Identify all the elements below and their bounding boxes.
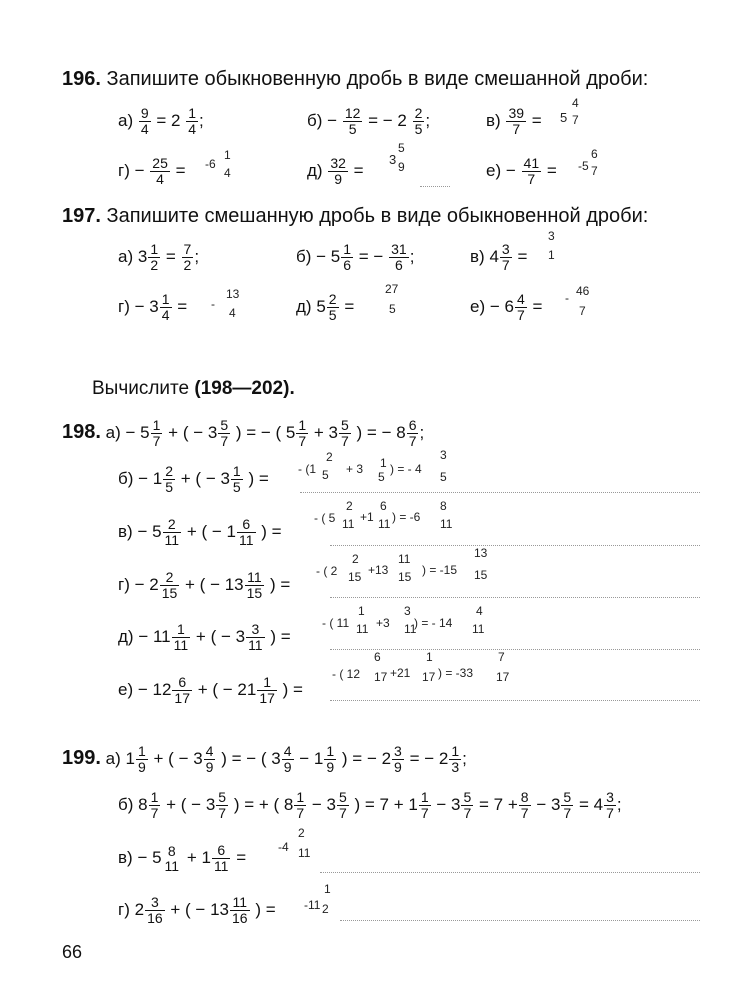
- item-label: б): [118, 468, 134, 488]
- handwritten-answer-whole: -6: [205, 157, 216, 171]
- problem-199v: в) − 5 8 11 + 1 $\frac{6}{11}$ =: [118, 842, 247, 874]
- handwritten-answer-whole: -4: [278, 840, 289, 854]
- handwritten-answer-whole: -11: [304, 898, 321, 912]
- exercise-197-heading: [62, 205, 648, 228]
- calc-instruction: [92, 378, 295, 400]
- equation-text: =: [546, 160, 557, 180]
- exercise-number: 196.: [62, 68, 101, 90]
- equation-text: =: [177, 296, 188, 316]
- handwritten-answer-whole: 5: [560, 110, 568, 125]
- item-label: г): [118, 574, 130, 594]
- whole-part: 4: [489, 246, 499, 266]
- item-label: а): [105, 748, 121, 768]
- equation-text: = 2: [156, 110, 181, 130]
- item-label: а): [118, 246, 134, 266]
- problem-199g: г) 2 $\frac{3}{16}$ + ( − 13 $\frac{11}{16}$ ) =: [118, 894, 276, 926]
- sign: −: [327, 110, 338, 130]
- whole-part: 3: [137, 246, 148, 266]
- problem-198a: 198. а) − 5 $\frac{1}{7}$ + ( − 3 $\frac{5}{7}$ ) = − ( 5 $\frac{1}{7}$ + 3 $\frac{5}{7}$ ) = − 8 $\frac{6}{7}$ ;: [62, 417, 425, 449]
- dotted-line: [330, 597, 700, 598]
- problem-198g: г) − 2 $\frac{2}{15}$ + ( − 13 $\frac{11}{15}$ ) =: [118, 569, 291, 601]
- sign: −: [505, 160, 516, 180]
- item-label: а): [105, 422, 121, 442]
- handwritten-answer-whole: 3: [389, 152, 397, 167]
- problem-198d: д) − 11 $\frac{1}{11}$ + ( − 3 $\frac{3}{11}$ ) =: [118, 621, 291, 653]
- equation-text: =: [531, 110, 542, 130]
- punctuation: ;: [194, 246, 200, 266]
- punctuation: ;: [199, 110, 204, 130]
- equation-text: =: [165, 246, 176, 266]
- handwritten-sign: -: [565, 291, 569, 305]
- item-label: в): [486, 110, 501, 130]
- item-label: в): [470, 246, 485, 266]
- fraction: $\frac{9}{4}$: [140, 105, 149, 137]
- dotted-line: [330, 649, 700, 650]
- instruction-text: Вычислите: [92, 378, 190, 399]
- item-label: д): [118, 626, 134, 646]
- item-label: е): [118, 679, 134, 699]
- item-label: б): [307, 110, 323, 130]
- whole-part: 5: [316, 296, 326, 316]
- equation-text: =: [353, 160, 364, 180]
- problem-196e: [486, 156, 557, 187]
- problem-196a: [118, 106, 204, 137]
- dotted-line: [320, 872, 700, 873]
- dotted-line: [330, 700, 700, 701]
- handwritten-answer-bottom: 7: [579, 304, 586, 318]
- fraction: $\frac{31}{6}$: [391, 241, 407, 273]
- problem-198b: б) − 1 $\frac{2}{5}$ + ( − 3 $\frac{1}{5}$ ) =: [118, 463, 269, 495]
- exercise-number: 198.: [62, 420, 101, 443]
- whole-part: − 6: [489, 296, 514, 316]
- handwritten-answer-top: 2: [298, 826, 305, 840]
- handwritten-answer-bottom: 5: [389, 302, 396, 316]
- problem-198v: в) − 5 $\frac{2}{11}$ + ( − 1 $\frac{6}{11}$ ) =: [118, 516, 282, 548]
- equation-text: = − 2: [368, 110, 407, 130]
- handwritten-solution-198g: - ( 2 2 15 +13 11 15 ) = -15 13 15: [316, 546, 488, 584]
- fraction: $\frac{1}{4}$: [161, 291, 170, 323]
- handwritten-answer-top: 6: [591, 147, 598, 161]
- handwritten-answer-top: 46: [576, 284, 590, 298]
- handwritten-answer-bottom: 2: [322, 902, 329, 916]
- exercise-196-heading: [62, 68, 648, 91]
- fraction: $\frac{2}{5}$: [414, 105, 423, 137]
- item-label: г): [118, 899, 130, 919]
- item-label: г): [118, 160, 130, 180]
- handwritten-answer-top: 1: [224, 148, 231, 162]
- exercise-number: 199.: [62, 746, 101, 769]
- item-label: е): [486, 160, 502, 180]
- fraction: $\frac{3}{7}$: [501, 241, 510, 273]
- fraction: $\frac{7}{2}$: [183, 241, 192, 273]
- handwritten-answer-top: 5: [398, 141, 405, 155]
- fraction: $\frac{1}{2}$: [150, 241, 159, 273]
- handwritten-solution-198b: - (1 2 5 + 3 1 5 ) = - 4 3 5: [298, 448, 447, 484]
- instruction-range: (198—202).: [194, 378, 295, 399]
- problem-197b: [296, 242, 414, 273]
- handwritten-sign: -: [211, 297, 215, 311]
- handwritten-answer-top: 4: [572, 96, 579, 110]
- problem-196g: [118, 156, 186, 187]
- exercise-title: Запишите смешанную дробь в виде обыкновенной дроби:: [106, 205, 649, 227]
- handwritten-solution-198d: - ( 11 1 11 +3 3 11 ) = - 14 4 11: [322, 604, 485, 636]
- dotted-line: [330, 545, 700, 546]
- equation-text: =: [517, 246, 528, 266]
- item-label: б): [118, 794, 134, 814]
- handwritten-answer-whole: -5: [578, 159, 589, 173]
- item-label: д): [307, 160, 323, 180]
- handwritten-solution-198v: - ( 5 2 11 +1 6 11 ) = -6 8 11: [314, 499, 453, 531]
- fraction: $\frac{32}{9}$: [330, 155, 346, 187]
- whole-part: − 3: [134, 296, 159, 316]
- problem-197g: [118, 292, 187, 323]
- item-label: а): [118, 110, 134, 130]
- exercise-number: 197.: [62, 205, 101, 227]
- problem-197v: [470, 242, 527, 273]
- fraction: $\frac{39}{7}$: [508, 105, 525, 137]
- handwritten-answer-bottom: 9: [398, 160, 405, 174]
- equation-text: =: [175, 160, 186, 180]
- sign: −: [134, 160, 145, 180]
- equation-text: =: [344, 296, 355, 316]
- problem-198e: е) − 12 $\frac{6}{17}$ + ( − 21 $\frac{1}{17}$ ) =: [118, 674, 303, 706]
- problem-196d: [307, 156, 364, 187]
- fraction: $\frac{41}{7}$: [523, 155, 540, 187]
- handwritten-answer-top: 27: [385, 282, 399, 296]
- exercise-title: Запишите обыкновенную дробь в виде смешанной дроби:: [106, 68, 649, 90]
- fraction: $\frac{2}{5}$: [328, 291, 337, 323]
- handwritten-answer-bottom: 1: [548, 248, 555, 262]
- problem-197a: [118, 242, 199, 273]
- punctuation: ;: [409, 246, 415, 266]
- handwritten-answer-bottom: 4: [229, 306, 236, 320]
- handwritten-answer-top: 13: [226, 287, 240, 301]
- item-label: г): [118, 296, 130, 316]
- dotted-line: [300, 492, 700, 493]
- item-label: в): [118, 847, 133, 867]
- problem-197e: [470, 292, 542, 323]
- item-label: д): [296, 296, 312, 316]
- whole-part: − 5: [316, 246, 341, 266]
- item-label: е): [470, 296, 486, 316]
- fraction: $\frac{25}{4}$: [152, 155, 168, 187]
- fraction: $\frac{12}{5}$: [344, 105, 361, 137]
- handwritten-answer-bottom: 7: [572, 113, 579, 127]
- problem-197d: [296, 292, 354, 323]
- handwritten-answer-bottom: 11: [298, 846, 311, 860]
- handwritten-solution-198e: - ( 12 6 17 +21 1 17 ) = -33 7 17: [332, 650, 510, 684]
- page-number: 66: [62, 942, 83, 962]
- handwritten-answer-top: 3: [548, 229, 555, 243]
- dotted-line: [420, 186, 450, 187]
- handwritten-answer-bottom: 4: [224, 166, 231, 180]
- problem-196v: [486, 106, 542, 137]
- problem-196b: [307, 106, 430, 137]
- problem-199a: 199. а) 1 $\frac{1}{9}$ + ( − 3 $\frac{4}{9}$ ) = − ( 3 $\frac{4}{9}$ − 1 $\frac{1}{9}$ ) = − 2 $\frac{3}{9}$ = − 2 $\frac{1}{3}$ ;: [62, 743, 467, 775]
- handwritten-answer-top: 1: [324, 882, 331, 896]
- fraction: $\frac{4}{7}$: [516, 291, 525, 323]
- item-label: в): [118, 521, 133, 541]
- problem-199b: б) 8 $\frac{1}{7}$ + ( − 3 $\frac{5}{7}$ ) = + ( 8 $\frac{1}{7}$ − 3 $\frac{5}{7}$ ) = 7 + 1 $\frac{1}{7}$ − 3 $\frac{5}{7}$ = 7 + $\frac{8}{7}$ − 3 $\frac{5}{7}$ = 4 $\frac{3}{7}$ ;: [118, 789, 622, 821]
- dotted-line: [340, 920, 700, 921]
- handwritten-answer-bottom: 7: [591, 164, 598, 178]
- punctuation: ;: [425, 110, 431, 130]
- equation-text: = −: [358, 246, 384, 266]
- equation-text: =: [532, 296, 543, 316]
- fraction: $\frac{1}{4}$: [188, 105, 197, 137]
- item-label: б): [296, 246, 312, 266]
- fraction: $\frac{1}{6}$: [343, 241, 352, 273]
